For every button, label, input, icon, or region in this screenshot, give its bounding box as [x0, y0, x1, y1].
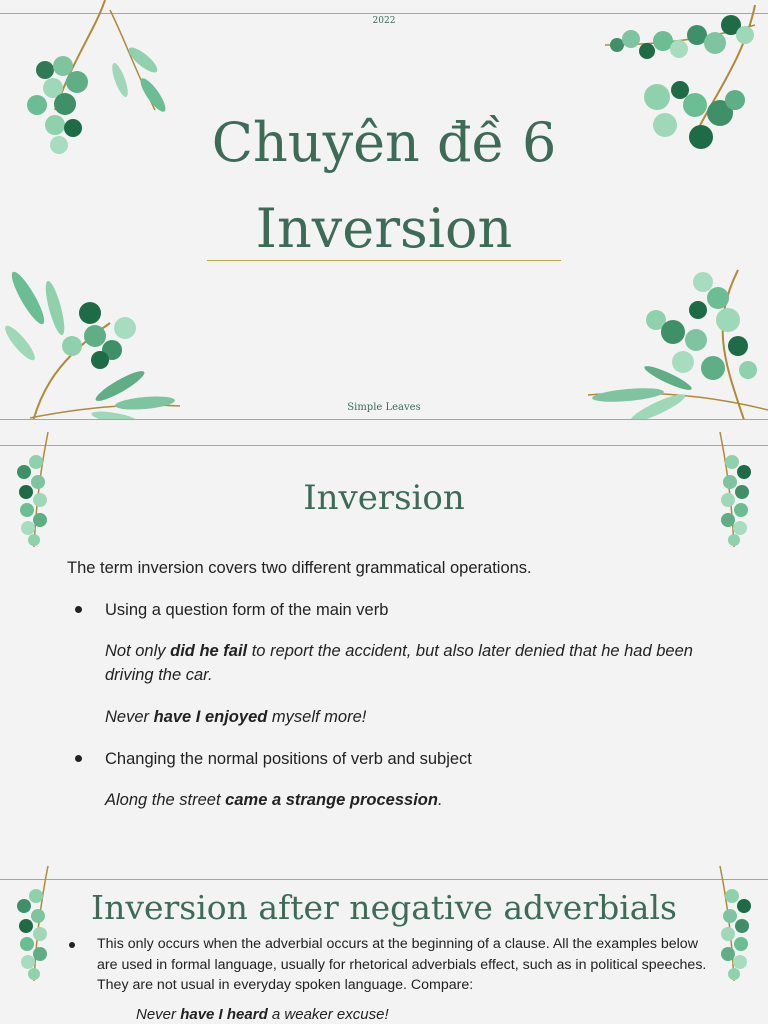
example-text: Never [105, 708, 154, 726]
title-underline [207, 260, 561, 261]
bullet-changing-positions: Changing the normal positions of verb and subject [105, 750, 472, 768]
example-emphasis: have I heard [180, 1006, 268, 1023]
bullet-dot [69, 942, 75, 948]
leaf-sprig-bottom-left-icon [0, 268, 185, 420]
bullet-question-form: Using a question form of the main verb [105, 601, 389, 619]
bullet-dot [75, 606, 82, 613]
example-emphasis: did he fail [170, 642, 248, 660]
example-text: to report the accident, but also later denied that he had been driving the car. [105, 642, 693, 684]
bottom-rule [0, 419, 768, 420]
example-text: a weaker excuse! [267, 1006, 389, 1023]
year-label: 2022 [372, 16, 396, 26]
example-text: Along the street [105, 791, 226, 809]
top-rule [0, 445, 768, 446]
example-text: Never [136, 1006, 181, 1023]
slide-heading: Inversion [303, 478, 465, 518]
example-never [105, 705, 705, 729]
example-not-only [105, 639, 705, 687]
bullet-dot [75, 755, 82, 762]
intro-text: The term inversion covers two different grammatical operations. [67, 559, 532, 577]
example-text: Not only [105, 642, 171, 660]
title-line-1: Chuyên đề 6 [211, 111, 557, 174]
example-never-heard [136, 1005, 696, 1024]
slide-heading: Inversion after negative adverbials [91, 888, 677, 927]
title-line-2: Inversion [255, 197, 513, 260]
leaf-sprig-bottom-right-icon [588, 270, 768, 420]
example-along-street [105, 788, 705, 812]
example-text: myself more! [267, 708, 367, 726]
bullet-formal-usage: This only occurs when the adverbial occurs at the beginning of a clause. All the examples below are used in formal language, usually for rhetorical adverbials effect, such as in political speeches. They are not usual in everyday spoken language. Compare: [97, 936, 707, 993]
footer-label: Simple Leaves [347, 402, 421, 413]
negative-adverbials-slide [0, 862, 768, 1024]
inversion-slide [0, 430, 768, 854]
example-emphasis: have I enjoyed [153, 708, 268, 726]
example-emphasis: came a strange procession [225, 791, 438, 809]
top-rule [0, 879, 768, 880]
title-slide [0, 0, 768, 420]
example-text: . [437, 791, 443, 809]
